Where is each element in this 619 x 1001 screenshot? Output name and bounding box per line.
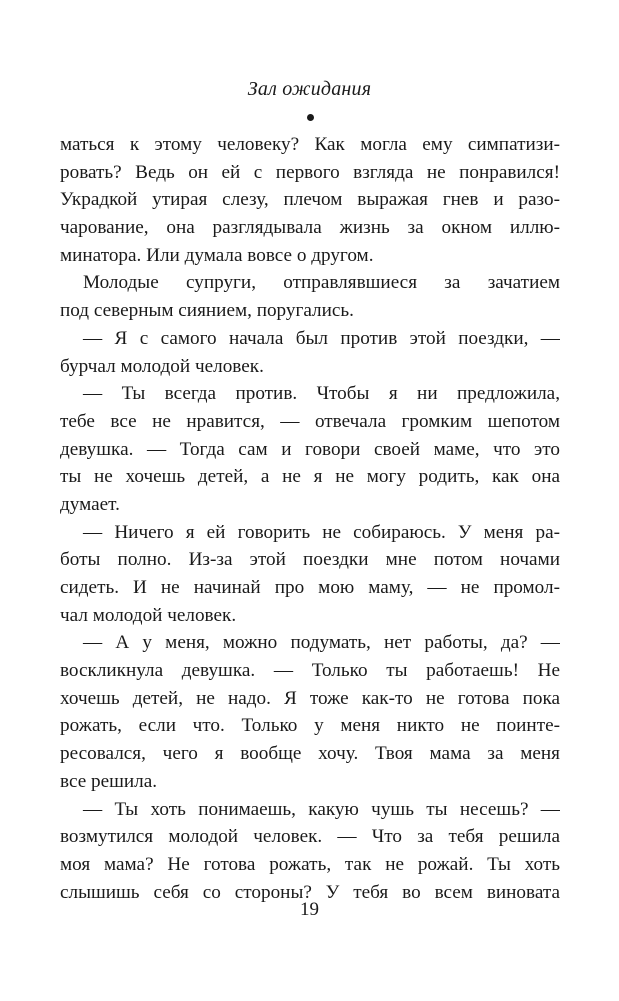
header-dot-ornament <box>307 114 314 121</box>
text-line: слышишь себя со стороны? У тебя во всем виновата <box>60 881 560 903</box>
text-line: рожать, если что. Только у меня никто не поинте- <box>60 715 560 737</box>
text-line: моя мама? Не готова рожать, так не рожай. Ты хоть <box>60 853 560 875</box>
text-line: сидеть. И не начинай про мою маму, — не промол- <box>60 577 560 598</box>
text-line: бурчал молодой человек. <box>60 355 264 377</box>
page-body-text <box>60 131 560 906</box>
text-line: боты полно. Из-за этой поездки мне потом ночами <box>60 549 560 571</box>
text-line: под северным сиянием, поругались. <box>60 300 354 322</box>
page-number: 19 <box>300 899 319 920</box>
text-line: ты не хочешь детей, а не я не могу родить, как она <box>60 466 560 488</box>
text-line: — Ты всегда против. Чтобы я ни предложила, <box>83 383 560 405</box>
text-line: девушка. — Тогда сам и говори своей маме, что это <box>60 438 560 460</box>
text-line: чал молодой человек. <box>60 604 237 626</box>
text-line: Украдкой утирая слезу, плечом выражая гнев и разо- <box>60 189 560 211</box>
text-line: воскликнула девушка. — Только ты работаешь! Не <box>60 660 560 682</box>
text-line: возмутился молодой человек. — Что за тебя решила <box>60 826 560 848</box>
text-line: — А у меня, можно подумать, нет работы, да? — <box>83 632 560 654</box>
running-title: Зал ожидания <box>247 78 372 100</box>
text-line: тебе все не нравится, — отвечала громким шепотом <box>60 410 560 432</box>
text-line: — Ты хоть понимаешь, какую чушь ты несешь? — <box>83 798 560 820</box>
text-line: все решила. <box>60 770 158 792</box>
text-line: Молодые супруги, отправлявшиеся за зачатием <box>83 272 560 294</box>
text-line: — Ничего я ей говорить не собираюсь. У меня ра- <box>83 521 560 543</box>
text-line: хочешь детей, не надо. Я тоже как-то не готова пока <box>60 687 560 709</box>
text-line: ровать? Ведь он ей с первого взгляда не понравился! <box>60 161 560 183</box>
text-line: маться к этому человеку? Как могла ему симпатизи- <box>60 134 560 155</box>
text-line: — Я с самого начала был против этой поездки, — <box>83 327 560 349</box>
text-line: чарование, она разглядывала жизнь за окном иллю- <box>60 217 560 239</box>
text-line: минатора. Или думала вовсе о другом. <box>60 244 374 266</box>
text-line: думает. <box>60 493 120 515</box>
text-line: ресовался, чего я вообще хочу. Твоя мама за меня <box>60 743 560 765</box>
